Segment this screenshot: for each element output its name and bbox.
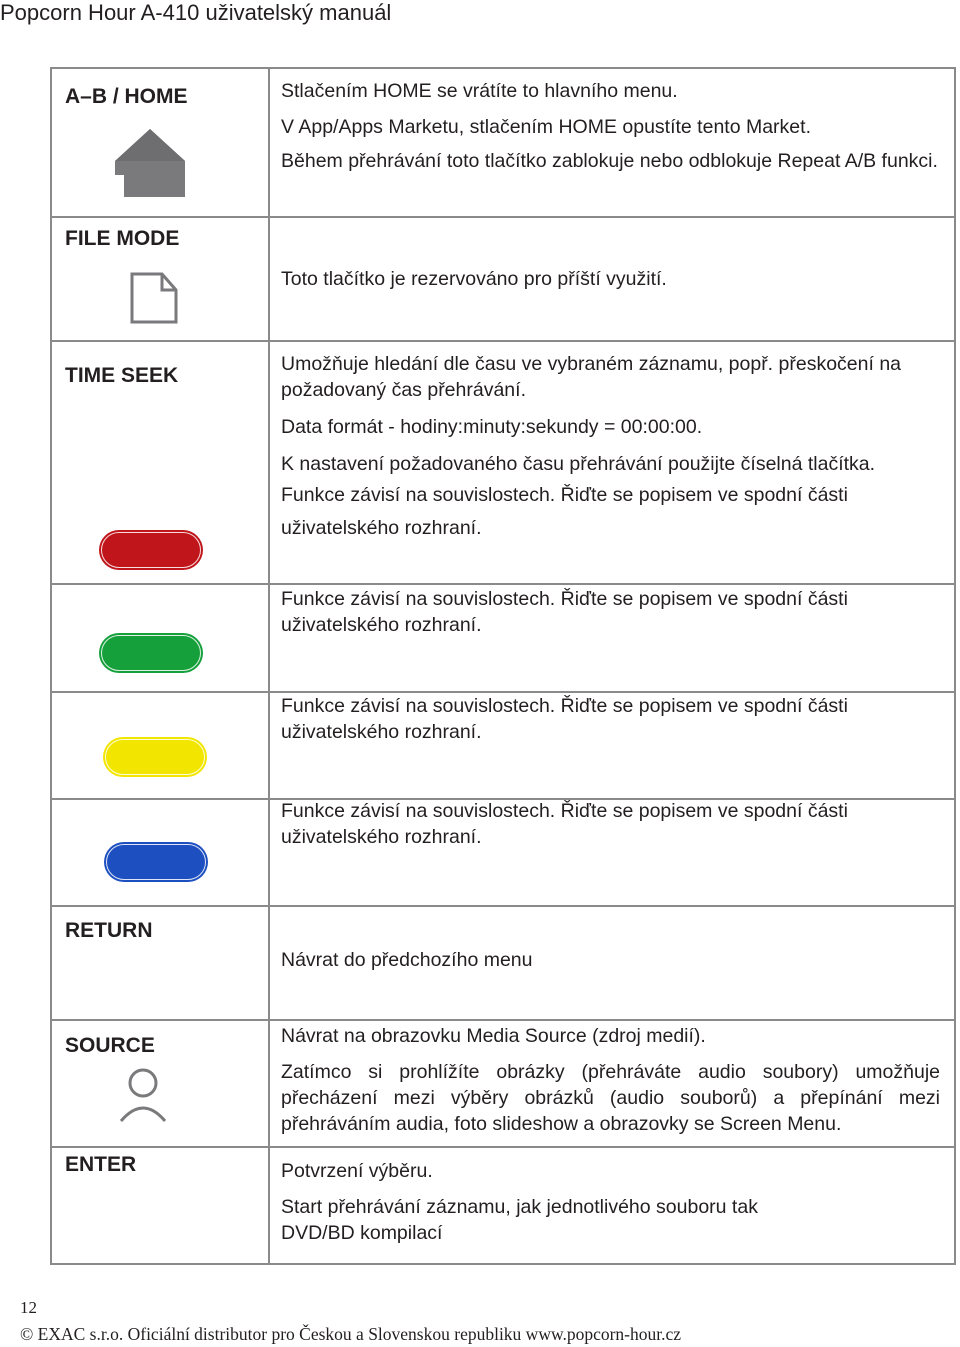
description-line: Data formát - hodiny:minuty:sekundy = 00:00:00. bbox=[281, 416, 703, 438]
description-line: Funkce závisí na souvislostech. Řiďte se popisem ve spodní části uživatelského rozhraní. bbox=[281, 695, 848, 743]
page-header: Popcorn Hour A-410 uživatelský manuál bbox=[0, 0, 392, 25]
row-description-time-seek bbox=[281, 351, 940, 545]
row-description-home bbox=[281, 78, 940, 174]
description-line: Funkce závisí na souvislostech. Řiďte se popisem ve spodní části uživatelského rozhraní. bbox=[281, 588, 848, 636]
row-description-blue bbox=[281, 798, 940, 850]
page-number: 12 bbox=[20, 1298, 37, 1317]
description-line: Potvrzení výběru. bbox=[281, 1160, 433, 1182]
row-label-home: A–B / HOME bbox=[65, 85, 188, 108]
description-line: Zatímco si prohlížíte obrázky (přehráváte audio soubory) umožňuje přecházení mezi výběry obrázků (audio souborů) a přepínání mezi přehráváním audia, foto slideshow a obrazovky se Screen Menu. bbox=[281, 1061, 940, 1135]
row-label-return: RETURN bbox=[65, 919, 153, 942]
blue-button-icon bbox=[104, 842, 208, 882]
row-label-source: SOURCE bbox=[65, 1034, 155, 1057]
description-line: Během přehrávání toto tlačítko zablokuje nebo odblokuje Repeat A/B funkci. bbox=[281, 150, 938, 172]
footer-text: © EXAC s.r.o. Oficiální distributor pro Českou a Slovenskou republiku www.popcorn-hour.cz bbox=[20, 1324, 682, 1344]
description-line: Návrat na obrazovku Media Source (zdroj medií). bbox=[281, 1025, 706, 1047]
row-description-green bbox=[281, 586, 940, 638]
table-row-green-button bbox=[52, 583, 954, 693]
home-icon bbox=[114, 127, 186, 199]
description-line: Umožňuje hledání dle času ve vybraném záznamu, popř. přeskočení na požadovaný čas přehrávání. bbox=[281, 353, 902, 401]
row-label-enter: ENTER bbox=[65, 1153, 137, 1176]
row-description-enter bbox=[281, 1158, 940, 1246]
row-description-file-mode bbox=[281, 266, 940, 292]
row-label-file-mode: FILE MODE bbox=[65, 227, 180, 250]
table-row-home bbox=[52, 69, 954, 218]
user-icon bbox=[118, 1067, 168, 1123]
row-description-return bbox=[281, 947, 940, 973]
description-line: Návrat do předchozího menu bbox=[281, 949, 533, 971]
table-row-source bbox=[52, 1019, 954, 1148]
description-line: K nastavení požadovaného času přehrávání použijte číselná tlačítka. bbox=[281, 453, 876, 475]
row-description-source bbox=[281, 1023, 940, 1137]
table-row-yellow-button bbox=[52, 691, 954, 800]
description-line: Funkce závisí na souvislostech. Řiďte se popisem ve spodní části uživatelského rozhraní. bbox=[281, 800, 848, 848]
table-row-return bbox=[52, 905, 954, 1021]
row-label-time-seek: TIME SEEK bbox=[65, 364, 179, 387]
table-row-file-mode bbox=[52, 216, 954, 342]
description-line: Toto tlačítko je rezervováno pro příští využití. bbox=[281, 268, 667, 290]
description-line: Funkce závisí na souvislostech. Řiďte se popisem ve spodní části uživatelského rozhraní. bbox=[281, 484, 848, 539]
description-line: V App/Apps Marketu, stlačením HOME opustíte tento Market. bbox=[281, 116, 811, 138]
table-row-enter bbox=[52, 1146, 954, 1263]
row-description-yellow bbox=[281, 693, 940, 745]
file-icon bbox=[130, 272, 178, 324]
table-row-blue-button bbox=[52, 798, 954, 907]
red-button-icon bbox=[99, 530, 203, 570]
table-row-time-seek bbox=[52, 340, 954, 585]
description-line: Stlačením HOME se vrátíte to hlavního menu. bbox=[281, 80, 678, 102]
green-button-icon bbox=[99, 633, 203, 673]
description-line: Start přehrávání záznamu, jak jednotlivého souboru tak DVD/BD kompilací bbox=[281, 1196, 758, 1244]
button-table bbox=[50, 67, 956, 1265]
yellow-button-icon bbox=[103, 737, 207, 777]
